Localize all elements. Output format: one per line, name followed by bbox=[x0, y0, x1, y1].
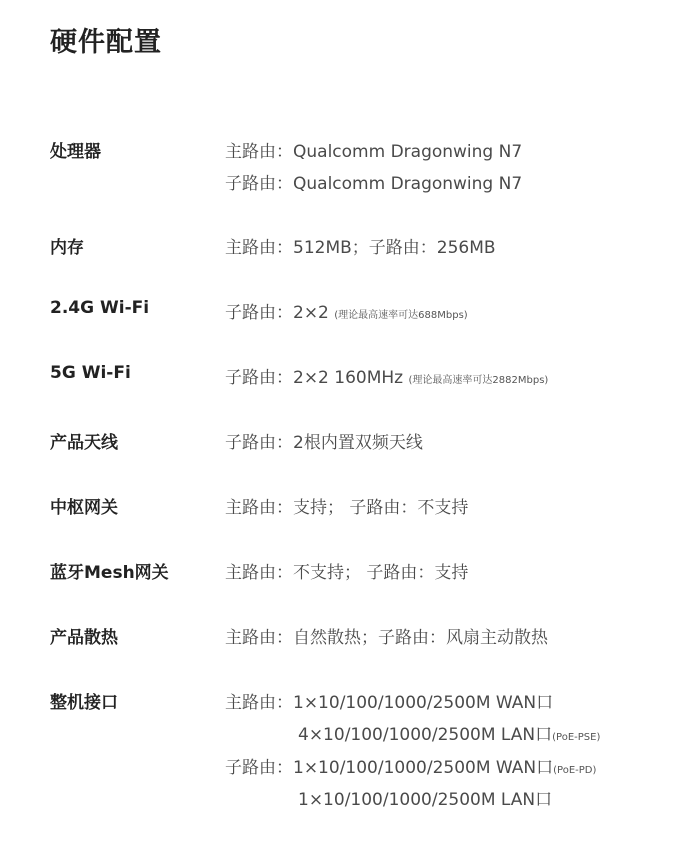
spec-label: 蓝牙Mesh网关 bbox=[50, 563, 169, 583]
spec-value: 主路由：Qualcomm Dragonwing N7 bbox=[225, 142, 523, 162]
spec-value: 子路由：Qualcomm Dragonwing N7 bbox=[225, 174, 523, 194]
spec-value: 子路由：1×10/100/1000/2500M WAN口(PoE-PD) bbox=[225, 758, 597, 778]
spec-note: (理论最高速率可达688Mbps) bbox=[334, 310, 468, 321]
spec-label: 处理器 bbox=[50, 142, 101, 162]
spec-value: 子路由：2×2 160MHz (理论最高速率可达2882Mbps) bbox=[225, 368, 549, 388]
spec-value: 4×10/100/1000/2500M LAN口(PoE-PSE) bbox=[298, 725, 601, 745]
spec-note: (理论最高速率可达2882Mbps) bbox=[408, 375, 549, 386]
spec-value: 主路由：512MB；子路由：256MB bbox=[225, 238, 496, 258]
spec-label: 整机接口 bbox=[50, 693, 118, 713]
spec-label: 产品天线 bbox=[50, 433, 118, 453]
spec-value: 主路由：不支持； 子路由：支持 bbox=[225, 563, 469, 583]
spec-value: 子路由：2×2 (理论最高速率可达688Mbps) bbox=[225, 303, 468, 323]
spec-value: 子路由：2根内置双频天线 bbox=[225, 433, 423, 453]
page-title: 硬件配置 bbox=[50, 27, 162, 58]
spec-value: 主路由：1×10/100/1000/2500M WAN口 bbox=[225, 693, 554, 713]
spec-label: 内存 bbox=[50, 238, 84, 258]
spec-label: 产品散热 bbox=[50, 628, 118, 648]
spec-label: 中枢网关 bbox=[50, 498, 118, 518]
spec-note: (PoE-PD) bbox=[553, 765, 597, 776]
spec-value: 1×10/100/1000/2500M LAN口 bbox=[298, 790, 553, 810]
spec-label: 2.4G Wi-Fi bbox=[50, 298, 150, 318]
spec-value: 主路由：自然散热；子路由：风扇主动散热 bbox=[225, 628, 548, 648]
spec-label: 5G Wi-Fi bbox=[50, 363, 131, 383]
spec-note: (PoE-PSE) bbox=[552, 732, 601, 743]
spec-value: 主路由：支持； 子路由：不支持 bbox=[225, 498, 469, 518]
